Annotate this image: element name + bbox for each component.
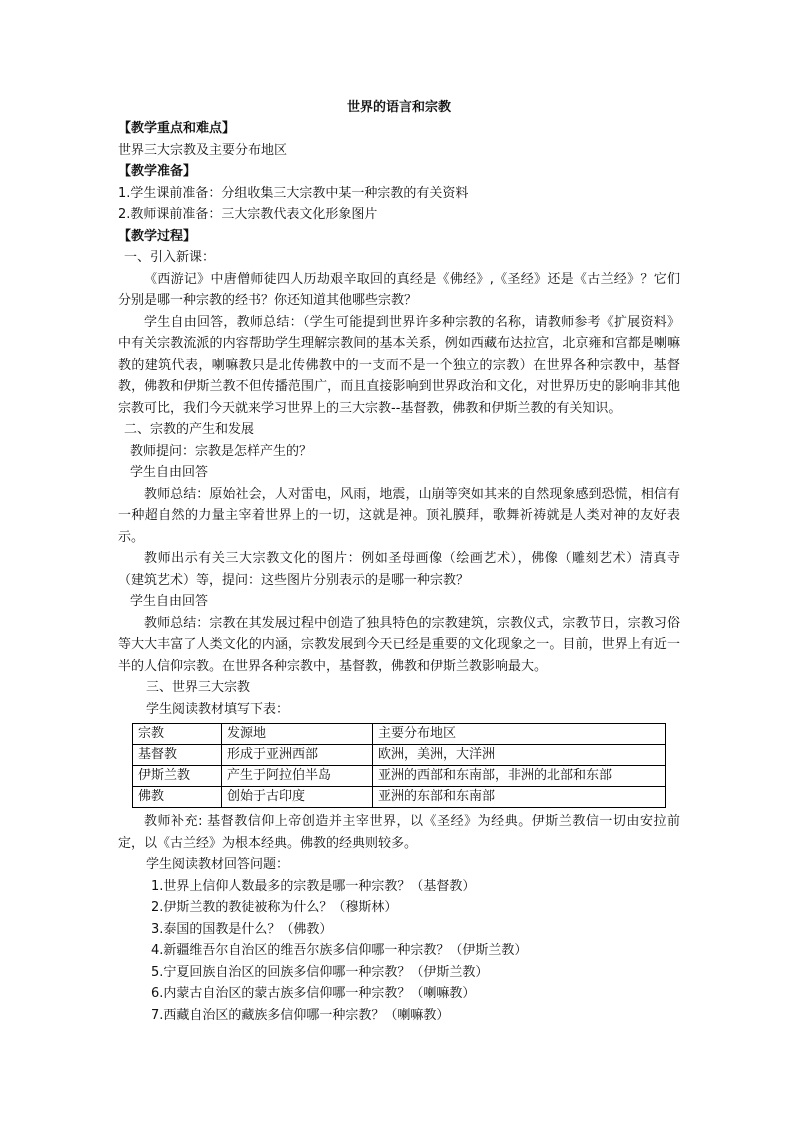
question-item: 5.宁夏回族自治区的回族多信仰哪一种宗教？（伊斯兰教） (151, 964, 489, 980)
table-cell: 产生于阿拉伯半岛 (222, 766, 373, 787)
part3-intro: 学生阅读教材填写下表： (146, 701, 290, 717)
table-cell: 创始于古印度 (222, 787, 373, 808)
document-page (118, 97, 680, 1026)
prep-item-2: 2.教师课前准备：三大宗教代表文化形象图片 (118, 207, 378, 222)
process-heading: 【教学过程】 (118, 228, 197, 244)
table-cell: 基督教 (133, 745, 222, 766)
table-header-row (133, 724, 666, 745)
question-item: 7.西藏自治区的藏族多信仰哪一种宗教？（喇嘛教） (151, 1007, 450, 1023)
teacher-supplement: 教师补充: 基督教信仰上帝创造并主宰世界，以《圣经》为经典。伊斯兰教信一切由安拉前定，以《古兰经》为根本经典。佛教的经典则较多。 (118, 814, 680, 851)
question-item: 6.内蒙古自治区的蒙古族多信仰哪一种宗教？（喇嘛教） (151, 986, 476, 1001)
part2-answer-1: 学生自由回答 (130, 465, 209, 480)
table-header-cell: 主要分布地区 (373, 724, 666, 745)
table-header-cell: 宗教 (133, 724, 222, 745)
question-item: 1.世界上信仰人数最多的宗教是哪一种宗教？（基督教） (151, 878, 476, 894)
qa-intro: 学生阅读教材回答问题： (146, 857, 290, 872)
table-row (133, 766, 666, 787)
part2-question-1: 教师提问：宗教是怎样产生的？ (130, 443, 313, 459)
table-cell: 佛教 (133, 787, 222, 808)
religion-table (132, 723, 666, 808)
focus-heading: 【教学重点和难点】 (118, 121, 236, 136)
table-cell: 欧洲，美洲，大洋洲 (373, 745, 666, 766)
table-row (133, 787, 666, 808)
question-item: 2.伊斯兰教的教徒被称为什么？（穆斯林） (151, 900, 398, 915)
document-title: 世界的语言和宗教 (346, 100, 451, 115)
part2-heading: 二、宗教的产生和发展 (124, 422, 255, 437)
part1-question: 《西游记》中唐僧师徒四人历劫艰辛取回的真经是《佛经》,《圣经》还是《古兰经》？它们分别是哪一种宗教的经书？你还知道其他哪些宗教？ (118, 271, 680, 308)
part2-summary-1: 教师总结：原始社会，人对雷电，风雨，地震，山崩等突如其来的自然现象感到恐慌，相信有一种超自然的力量主宰着世界上的一切，这就是神。顶礼膜拜，歌舞祈祷就是人类对神的友好表示。 (118, 486, 680, 545)
table-cell: 亚洲的西部和东南部，非洲的北部和东部 (373, 766, 666, 787)
table-row (133, 745, 666, 766)
prep-item-1: 1.学生课前准备：分组收集三大宗教中某一种宗教的有关资料 (118, 185, 469, 201)
part2-answer-2: 学生自由回答 (130, 594, 209, 609)
question-item: 4.新疆维吾尔自治区的维吾尔族多信仰哪一种宗教？（伊斯兰教） (151, 943, 528, 958)
table-cell: 形成于亚洲西部 (222, 745, 373, 766)
part1-answer: 学生自由回答，教师总结：（学生可能提到世界许多种宗教的名称，请教师参考《扩展资料》中有关宗教流派的内容帮助学生理解宗教间的基本关系，例如西藏布达拉宫，北京雍和宫都是喇嘛教的建筑代表，喇嘛教只是北传佛教中的一支而不是一个独立的宗教）在世界各种宗教中，基督教，佛教和伊斯兰教不但传播范围广，而且直接影响到世界政治和文化，对世界历史的影响非其他宗教可比，我们今天就来学习世界上的三大宗教--基督教，佛教和伊斯兰教的有关知识。 (118, 314, 680, 416)
part1-heading: 一、引入新课： (124, 250, 216, 265)
focus-text: 世界三大宗教及主要分布地区 (118, 142, 288, 158)
question-item: 3.泰国的国教是什么？（佛教） (151, 921, 333, 937)
prep-heading: 【教学准备】 (118, 164, 197, 179)
table-cell: 伊斯兰教 (133, 766, 222, 787)
part2-summary-3: 教师总结：宗教在其发展过程中创造了独具特色的宗教建筑，宗教仪式，宗教节日，宗教习俗等大大丰富了人类文化的内涵，宗教发展到今天已经是重要的文化现象之一。目前，世界上有近一半的人信仰宗教。在世界各种宗教中，基督教，佛教和伊斯兰教影响最大。 (118, 615, 680, 674)
table-header-cell: 发源地 (222, 724, 373, 745)
part2-summary-2: 教师出示有关三大宗教文化的图片：例如圣母画像（绘画艺术），佛像（雕刻艺术）清真寺（建筑艺术）等，提问：这些图片分别表示的是哪一种宗教？ (118, 551, 680, 588)
table-cell: 亚洲的东部和东南部 (373, 787, 666, 808)
part3-heading: 三、世界三大宗教 (146, 680, 251, 695)
